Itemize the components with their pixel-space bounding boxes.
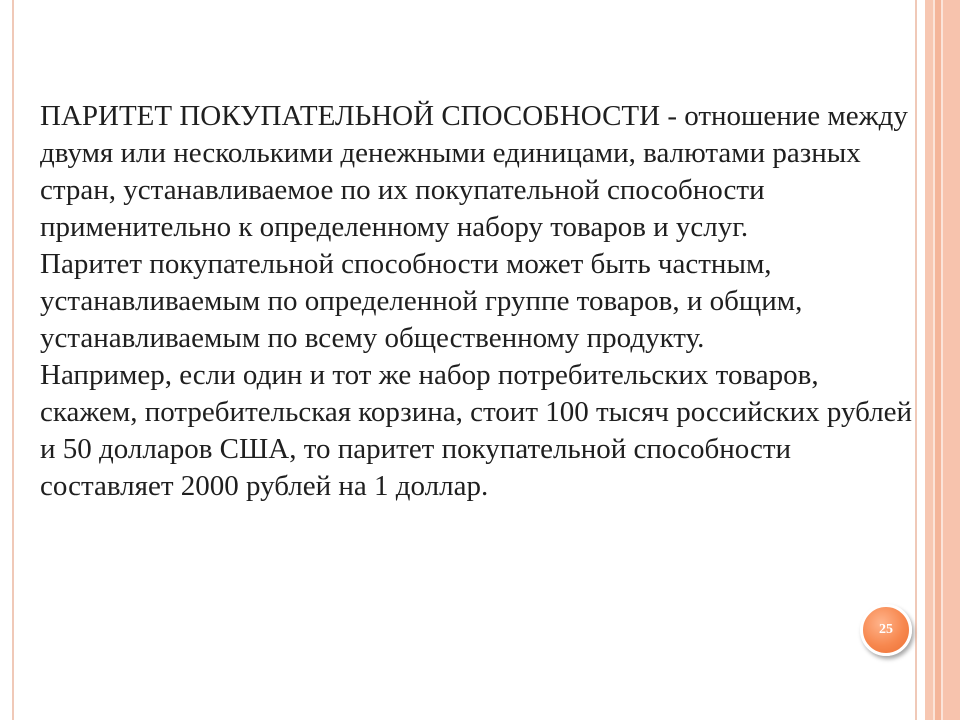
paragraph-types: Паритет покупательной способности может быть частным, устанавливаемым по определенной группе товаров, и общим, устанавливаемым по всему общественному продукту.: [40, 248, 803, 354]
decorative-band: [925, 0, 933, 720]
slide-body-text: [40, 98, 920, 505]
paragraph-example: Например, если один и тот же набор потребительских товаров, скажем, потребительская корзина, стоит 100 тысяч российских рублей и 50 долларов США, то паритет покупательной способности составляет 2000 рублей на 1 доллар.: [40, 359, 913, 502]
page-number-badge: [860, 604, 912, 656]
page-number: 25: [879, 622, 893, 637]
decorative-band: [943, 0, 960, 720]
paragraph-definition: ПАРИТЕТ ПОКУПАТЕЛЬНОЙ СПОСОБНОСТИ - отношение между двумя или несколькими денежными единицами, валютами разных стран, устанавливаемое по их покупательной способности применительно к определенному набору товаров и услуг.: [40, 100, 908, 243]
